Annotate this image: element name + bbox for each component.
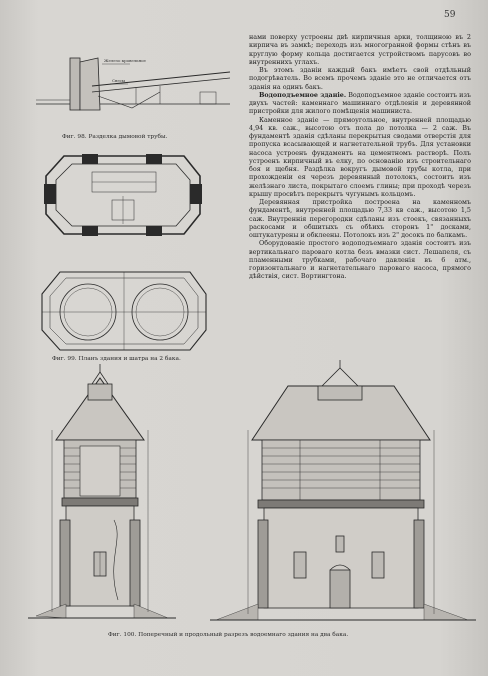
paragraph-text: Водоподъемное зданіе состоитъ изъ двухъ частей: каменнаго машиннаго отдѣленія и деревянной пристройки для жилого помѣщенія машиниста. (249, 90, 471, 116)
fig98-caption: Фиг. 98. Разделка дымовой трубы. (62, 134, 168, 140)
paragraph: Въ этомъ зданіи каждый бакъ имѣетъ свой отдѣльный подогрѣватель. Во всемъ прочемъ зданіе это не отличается отъ зданія на одинъ бакъ. (249, 66, 471, 91)
fig98-label-eaves: Свесы (112, 78, 126, 83)
fig100-longitudinal-section (210, 360, 476, 620)
fig100-cross-section (28, 364, 176, 618)
fig98-chimney-drawing (36, 58, 230, 110)
section-heading: Водоподъемное зданіе. (259, 90, 347, 99)
fig99-shatra-plan (42, 272, 206, 350)
body-text-column (249, 33, 471, 281)
paragraph (249, 91, 471, 116)
paragraph: Оборудованіе простого водоподъемнаго зданія состоитъ изъ вертикальнаго паровaго котла безъ вмазки сист. Лешапеля, съ пламенными трубками, рабочаго давленія въ 6 атм., горизонтальнаго и нагнетательнаго паровaго насоса, прямого дѣйствія, сист. Вортингтона. (249, 239, 471, 281)
paragraph: Каменное зданіе — прямоугольное, внутренней площадью 4,94 кв. саж., высотою отъ пола до потолка — 2 саж. Въ фундаментѣ зданія сдѣланы перекрытыя сводами отверстія для пропуска всасывающей и нагнетательной трубъ. Для установки насоса устроенъ фундаментъ на цементномъ растворѣ. Полъ устроенъ кирпичный въ елку, по основанію изъ строительнаго боя и щебня. Раздѣлка вокругъ дымовой трубы котла, при прохожденіи ея черезъ деревянный потолокъ, состоитъ изъ желѣзнаго листа, покрытаго слоемъ глины; при проходѣ черезъ крышу просвѣтъ перекрытъ чугунымъ кольцомъ. (249, 115, 471, 198)
fig99-building-plan (44, 154, 202, 236)
paragraph: Деревянная пристройка построена на каменномъ фундаментѣ, внутренней площадью 7,33 кв саж., высотою 1,5 саж. Внутреннія перегородки сдѣланы изъ стоекъ, связанныхъ раскосами и обшитыхъ съ обѣихъ сторонъ 1" досками, оштукатурены и обклеены. Потолокъ изъ 2" досокъ по балкамъ. (249, 198, 471, 239)
fig98-label-roof: Железо кровельное (104, 58, 146, 63)
fig99-caption: Фиг. 99. Планъ здания и шатра на 2 бака. (52, 356, 181, 362)
fig100-caption: Фиг. 100. Поперечный и продольный разрезъ водоемнаго здания на два бака. (108, 632, 349, 638)
page-number: 59 (444, 10, 456, 20)
paragraph: нами поверху устроены двѣ кирпичныя арки, толщиною въ 2 кирпича въ замкѣ; переходъ изъ многогранной формы стѣнъ въ круглую форму кольца достигается устройствомъ парусовъ во внутреннихъ углахъ. (249, 33, 471, 66)
